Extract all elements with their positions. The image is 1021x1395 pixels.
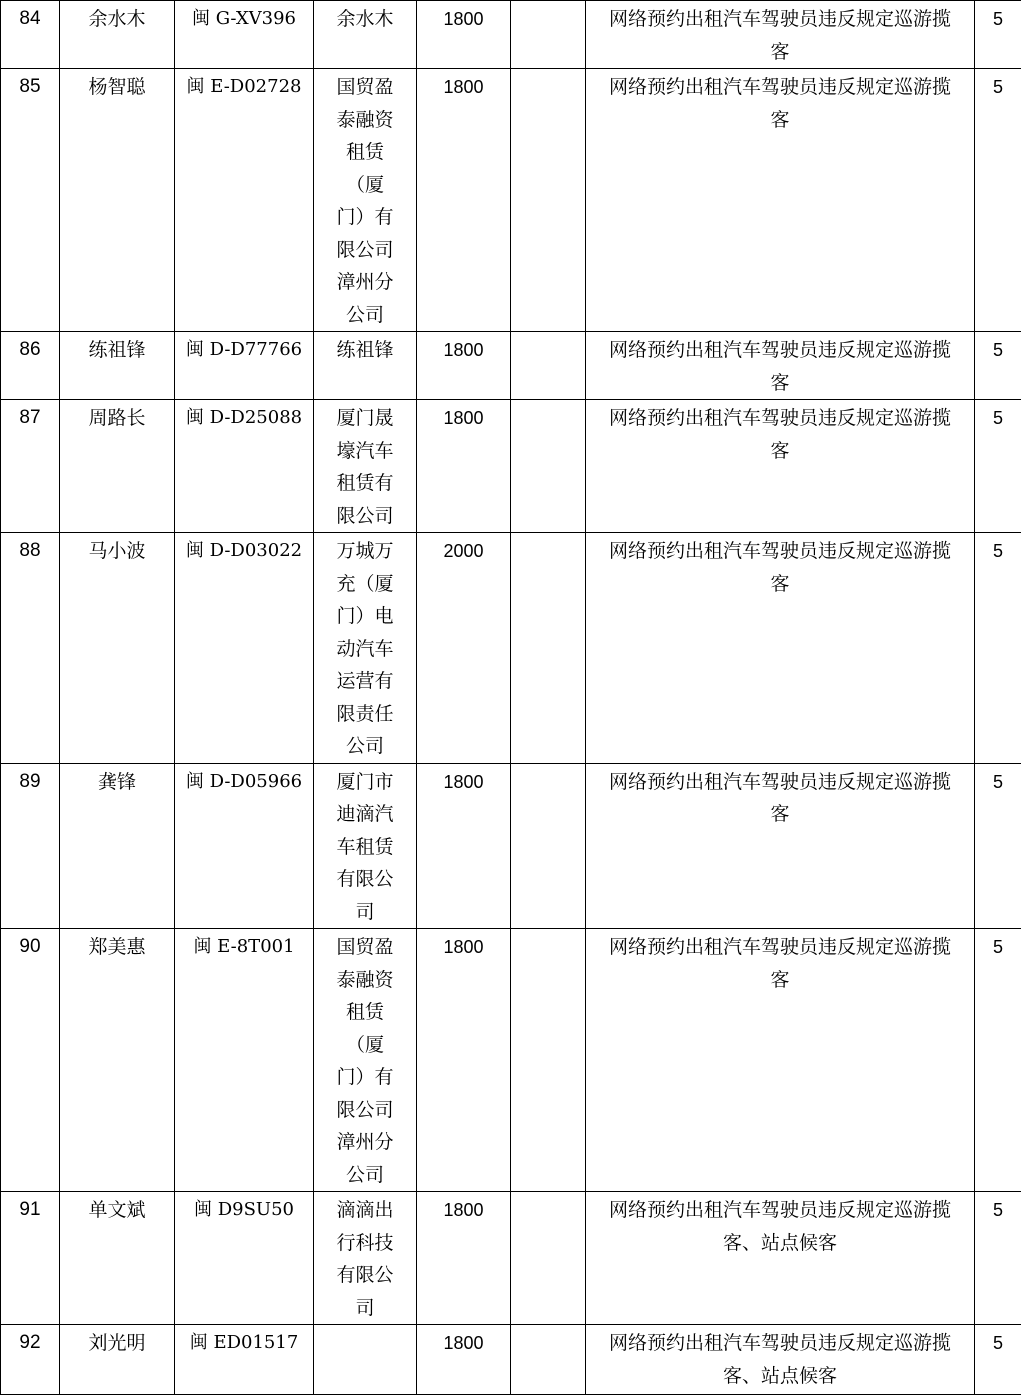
table-row	[1, 400, 1021, 533]
fine-amount: 1800	[417, 69, 511, 332]
company-name: 厦门晟壕汽车租赁有限公司	[314, 400, 417, 533]
points: 5	[975, 332, 1021, 400]
plate-number: 闽 E-D02728	[175, 69, 314, 332]
driver-name: 马小波	[60, 533, 175, 764]
fine-amount: 1800	[417, 929, 511, 1192]
plate-number: 闽 D-D03022	[175, 533, 314, 764]
empty-cell	[511, 533, 586, 764]
row-number: 89	[1, 763, 60, 929]
plate-number: 闽 D-D05966	[175, 763, 314, 929]
company-name: 万城万充（厦门）电动汽车运营有限责任公司	[314, 533, 417, 764]
empty-cell	[511, 763, 586, 929]
points: 5	[975, 400, 1021, 533]
points: 5	[975, 763, 1021, 929]
table-row	[1, 1, 1021, 69]
driver-name: 刘光明	[60, 1325, 175, 1395]
points: 5	[975, 533, 1021, 764]
company-name: 厦门市迪滴汽车租赁有限公司	[314, 763, 417, 929]
violation-text: 网络预约出租汽车驾驶员违反规定巡游揽客	[586, 400, 975, 533]
company-name: 国贸盈泰融资租赁（厦门）有限公司漳州分公司	[314, 69, 417, 332]
driver-name: 龚锋	[60, 763, 175, 929]
company-name: 余水木	[314, 1, 417, 69]
fine-amount: 1800	[417, 1192, 511, 1325]
table-row	[1, 1325, 1021, 1395]
table-row	[1, 69, 1021, 332]
row-number: 85	[1, 69, 60, 332]
points: 5	[975, 929, 1021, 1192]
points: 5	[975, 1325, 1021, 1395]
company-name	[314, 1325, 417, 1395]
row-number: 90	[1, 929, 60, 1192]
violation-text: 网络预约出租汽车驾驶员违反规定巡游揽客	[586, 929, 975, 1192]
fine-amount: 1800	[417, 1, 511, 69]
empty-cell	[511, 332, 586, 400]
company-name: 滴滴出行科技有限公司	[314, 1192, 417, 1325]
company-name: 练祖锋	[314, 332, 417, 400]
driver-name: 周路长	[60, 400, 175, 533]
row-number: 87	[1, 400, 60, 533]
driver-name: 郑美惠	[60, 929, 175, 1192]
driver-name: 单文斌	[60, 1192, 175, 1325]
driver-name: 杨智聪	[60, 69, 175, 332]
fine-amount: 1800	[417, 1325, 511, 1395]
row-number: 92	[1, 1325, 60, 1395]
driver-name: 练祖锋	[60, 332, 175, 400]
table-row	[1, 929, 1021, 1192]
table-row	[1, 763, 1021, 929]
fine-amount: 1800	[417, 400, 511, 533]
violation-text: 网络预约出租汽车驾驶员违反规定巡游揽客	[586, 533, 975, 764]
plate-number: 闽 ED01517	[175, 1325, 314, 1395]
empty-cell	[511, 1, 586, 69]
points: 5	[975, 1, 1021, 69]
plate-number: 闽 D9SU50	[175, 1192, 314, 1325]
violation-text: 网络预约出租汽车驾驶员违反规定巡游揽客、站点候客	[586, 1325, 975, 1395]
violation-text: 网络预约出租汽车驾驶员违反规定巡游揽客	[586, 763, 975, 929]
violation-text: 网络预约出租汽车驾驶员违反规定巡游揽客	[586, 332, 975, 400]
fine-amount: 2000	[417, 533, 511, 764]
points: 5	[975, 69, 1021, 332]
points: 5	[975, 1192, 1021, 1325]
table-row	[1, 332, 1021, 400]
violation-text: 网络预约出租汽车驾驶员违反规定巡游揽客	[586, 1, 975, 69]
driver-name: 余水木	[60, 1, 175, 69]
empty-cell	[511, 929, 586, 1192]
violation-text: 网络预约出租汽车驾驶员违反规定巡游揽客、站点候客	[586, 1192, 975, 1325]
plate-number: 闽 D-D77766	[175, 332, 314, 400]
empty-cell	[511, 1192, 586, 1325]
empty-cell	[511, 1325, 586, 1395]
table-row	[1, 1192, 1021, 1325]
row-number: 88	[1, 533, 60, 764]
row-number: 84	[1, 1, 60, 69]
plate-number: 闽 D-D25088	[175, 400, 314, 533]
table-row	[1, 533, 1021, 764]
row-number: 91	[1, 1192, 60, 1325]
fine-amount: 1800	[417, 763, 511, 929]
plate-number: 闽 G-XV396	[175, 1, 314, 69]
empty-cell	[511, 69, 586, 332]
row-number: 86	[1, 332, 60, 400]
plate-number: 闽 E-8T001	[175, 929, 314, 1192]
empty-cell	[511, 400, 586, 533]
violation-text: 网络预约出租汽车驾驶员违反规定巡游揽客	[586, 69, 975, 332]
company-name: 国贸盈泰融资租赁（厦门）有限公司漳州分公司	[314, 929, 417, 1192]
fine-amount: 1800	[417, 332, 511, 400]
